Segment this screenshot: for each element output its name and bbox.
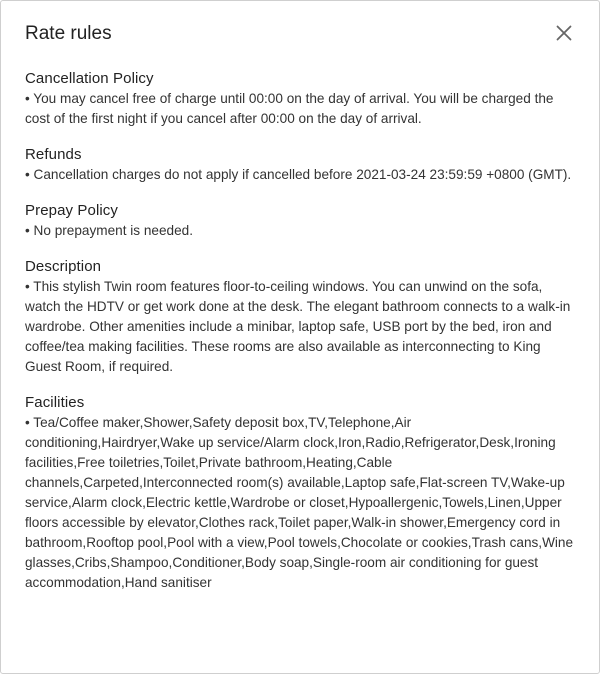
facilities-section [25, 393, 575, 593]
prepay-policy-text: • No prepayment is needed. [25, 223, 193, 238]
cancellation-policy-section [25, 69, 575, 129]
dialog-title: Rate rules [25, 23, 112, 44]
refunds-title: Refunds [25, 146, 82, 163]
dialog-content [1, 65, 599, 593]
dialog-header [1, 1, 599, 65]
cancellation-policy-text: • You may cancel free of charge until 00:00 on the day of arrival. You will be charged the cost of the first night if you cancel after 00:00 on the day of arrival. [25, 91, 554, 126]
close-button[interactable] [552, 21, 576, 45]
facilities-text: • Tea/Coffee maker,Shower,Safety deposit box,TV,Telephone,Air conditioning,Hairdryer,Wake up service/Alarm clock,Iron,Radio,Refrigerator,Desk,Ironing facilities,Free toiletries,Toilet,Private bathroom,Heating,Cable channels,Carpeted,Interconnected room(s) available,Laptop safe,Flat-screen TV,Wake-up service,Alarm clock,Electric kettle,Wardrobe or closet,Hypoallergenic,Towels,Linen,Upper floors accessible by elevator,Clothes rack,Toilet paper,Walk-in shower,Emergency cord in bathroom,Rooftop pool,Pool with a view,Pool towels,Chocolate or cookies,Trash cans,Wine glasses,Cribs,Shampoo,Conditioner,Body soap,Single-room air conditioning for guest accommodation,Hand sanitiser [25, 415, 574, 590]
prepay-policy-title: Prepay Policy [25, 202, 119, 219]
refunds-section [25, 145, 575, 185]
cancellation-policy-title: Cancellation Policy [25, 70, 154, 87]
refunds-text: • Cancellation charges do not apply if cancelled before 2021-03-24 23:59:59 +0800 (GMT). [25, 167, 572, 182]
description-title: Description [25, 258, 102, 275]
description-text: • This stylish Twin room features floor-to-ceiling windows. You can unwind on the sofa, watch the HDTV or get work done at the desk. The elegant bathroom connects to a walk-in wardrobe. Other amenities include a minibar, laptop safe, USB port by the bed, iron and coffee/tea making facilities. These rooms are also available as interconnecting to King Guest Room, if required. [25, 279, 571, 374]
prepay-policy-section [25, 201, 575, 241]
description-section [25, 257, 575, 377]
facilities-title: Facilities [25, 394, 85, 411]
close-icon [556, 25, 572, 41]
